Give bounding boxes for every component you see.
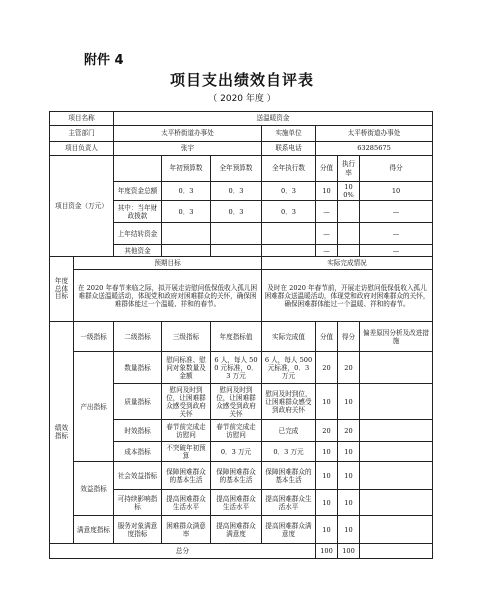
funds-initial: 0．3	[162, 182, 211, 201]
attachment-label: 附件 4	[84, 53, 124, 68]
indicator-actual: 保障困难群众的基本生活	[262, 462, 316, 490]
funds-full	[211, 245, 262, 257]
total-score: 100	[316, 544, 338, 559]
indicators-section-label: 绩效指标	[50, 322, 74, 544]
funds-rate	[338, 223, 360, 245]
funds-full	[211, 223, 262, 245]
indicator-l3: 慰问标准、慰问对象数量及金额	[162, 352, 211, 384]
indicator-l2: 社会效益指标	[114, 462, 162, 490]
funds-score: —	[316, 223, 338, 245]
goals-section-label: 年度总体目标	[50, 257, 74, 322]
col-full-exec: 全年执行数	[262, 156, 316, 182]
indicator-l2: 可持续影响指标	[114, 490, 162, 516]
funds-header-row	[50, 156, 433, 182]
indicator-actual: 已完成	[262, 420, 316, 442]
indicator-points: 10	[338, 442, 360, 462]
funds-points: —	[360, 223, 433, 245]
goals-content-row	[50, 270, 433, 322]
col-points: 得分	[360, 156, 433, 182]
funds-row-label: 年度资金总额	[114, 182, 162, 201]
funds-rate	[338, 201, 360, 223]
phone-label: 联系电话	[262, 142, 316, 156]
total-reason	[360, 544, 433, 559]
indicator-points: 10	[338, 490, 360, 516]
indicator-points: 20	[338, 352, 360, 384]
funds-points: —	[360, 201, 433, 223]
dept-row	[50, 126, 433, 142]
funds-points: 10	[360, 182, 433, 201]
indicator-actual: 0．3 万元	[262, 442, 316, 462]
col-exec-rate: 执行率	[338, 156, 360, 182]
indicator-l2: 数量指标	[114, 352, 162, 384]
funds-score: 10	[316, 182, 338, 201]
indicator-target: 春节前完成走访慰问	[211, 420, 262, 442]
indicator-l3: 提高困难群众生活水平	[162, 490, 211, 516]
group-satisfaction: 满意度指标	[74, 516, 114, 544]
col-score: 分值	[316, 156, 338, 182]
impl-label: 实施单位	[262, 126, 316, 142]
indicator-score: 10	[316, 442, 338, 462]
funds-full: 0．3	[211, 182, 262, 201]
indicator-l2: 质量指标	[114, 384, 162, 420]
funds-section-label: 项目资金（万元）	[50, 156, 114, 257]
col-level2: 二级指标	[114, 322, 162, 352]
indicator-l2: 时效指标	[114, 420, 162, 442]
indicator-target: 保障困难群众的基本生活	[211, 462, 262, 490]
indicator-reason	[360, 384, 433, 420]
funds-points: —	[360, 245, 433, 257]
indicator-target: 6 人，每人 500 元标准，0．3 万元	[211, 352, 262, 384]
leader-value: 张宇	[114, 142, 262, 156]
group-output: 产出指标	[74, 352, 114, 462]
funds-initial: 0．3	[162, 201, 211, 223]
col-full-budget: 全年预算数	[211, 156, 262, 182]
funds-row-label: 其他资金	[114, 245, 162, 257]
indicator-row	[50, 462, 433, 490]
col-reason: 偏差原因分析及改进措施	[360, 322, 433, 352]
indicator-score: 10	[316, 462, 338, 490]
funds-row-label: 上年结转资金	[114, 223, 162, 245]
indicator-row	[50, 352, 433, 384]
col-level3: 三级指标	[162, 322, 211, 352]
page-title: 项目支出绩效自评表	[169, 71, 314, 89]
indicator-l3: 困难群众满意率	[162, 516, 211, 544]
indicator-reason	[360, 442, 433, 462]
total-row	[50, 544, 433, 559]
phone-value: 63285675	[316, 142, 433, 156]
actual-result-text: 及时在 2020 年春节前，开展走访慰问低保低收入孤儿困难群众送温暖活动，体现党和政府对困难群众的关怀，确保困难群体能过一个温暖、祥和的春节。	[262, 270, 433, 322]
indicator-row	[50, 516, 433, 544]
indicator-reason	[360, 352, 433, 384]
indicator-target: 0．3 万元	[211, 442, 262, 462]
funds-exec	[262, 245, 316, 257]
indicator-points: 20	[338, 420, 360, 442]
funds-rate	[338, 245, 360, 257]
indicator-actual: 提高困难群众满意度	[262, 516, 316, 544]
indicator-l3: 春节前完成走访慰问	[162, 420, 211, 442]
funds-exec: 0．3	[262, 182, 316, 201]
leader-row	[50, 142, 433, 156]
funds-score: —	[316, 245, 338, 257]
total-points: 100	[338, 544, 360, 559]
evaluation-table	[49, 111, 433, 559]
funds-rate: 100%	[338, 182, 360, 201]
funds-blank-header	[114, 156, 162, 182]
col-ind-score: 分值	[316, 322, 338, 352]
indicator-l3: 慰问及时到位，让困难群众感受到政府关怀	[162, 384, 211, 420]
indicator-reason	[360, 490, 433, 516]
funds-exec: 0．3	[262, 201, 316, 223]
indicator-score: 10	[316, 384, 338, 420]
dept-value: 太平桥街道办事处	[114, 126, 262, 142]
funds-score: —	[316, 201, 338, 223]
indicator-l2: 服务对象满意度指标	[114, 516, 162, 544]
indicator-reason	[360, 462, 433, 490]
actual-result-label: 实际完成情况	[262, 257, 433, 270]
col-actual: 实际完成值	[262, 322, 316, 352]
indicator-actual: 慰问及时到位，让困难群众感受到政府关怀	[262, 384, 316, 420]
indicator-target: 提高困难群众生活水平	[211, 490, 262, 516]
indicator-target: 慰问及时到位，让困难群众感受到政府关怀	[211, 384, 262, 420]
impl-value: 太平桥街道办事处	[316, 126, 433, 142]
indicator-reason	[360, 420, 433, 442]
indicator-l3: 不突破年初预算	[162, 442, 211, 462]
indicator-score: 20	[316, 420, 338, 442]
expected-goal-text: 在 2020 年春节来临之际，拟开展走访慰问低保低收入孤儿困难群众送温暖活动，体现党和政府对困难群众的关怀，确保困难群体能过一个温暖、祥和的春节。	[74, 270, 262, 322]
indicator-points: 10	[338, 516, 360, 544]
goals-header-row	[50, 257, 433, 270]
indicator-points: 10	[338, 384, 360, 420]
indicators-header-row	[50, 322, 433, 352]
expected-goal-label: 预期目标	[74, 257, 262, 270]
group-benefit: 效益指标	[74, 462, 114, 516]
funds-initial	[162, 223, 211, 245]
indicator-l3: 保障困难群众的基本生活	[162, 462, 211, 490]
indicator-points: 10	[338, 462, 360, 490]
dept-label: 主管部门	[50, 126, 114, 142]
col-initial-budget: 年初预算数	[162, 156, 211, 182]
leader-label: 项目负责人	[50, 142, 114, 156]
indicator-target: 提高困难群众满意度	[211, 516, 262, 544]
project-name-row	[50, 112, 433, 126]
indicator-l2: 成本指标	[114, 442, 162, 462]
indicator-reason	[360, 516, 433, 544]
funds-initial	[162, 245, 211, 257]
indicator-score: 10	[316, 490, 338, 516]
funds-row-label: 其中：当年财政拨款	[114, 201, 162, 223]
project-name-value: 送温暖资金	[114, 112, 433, 126]
col-target: 年度指标值	[211, 322, 262, 352]
col-ind-points: 得分	[338, 322, 360, 352]
indicator-actual: 6 人，每人 500 元标准，0．3 万元	[262, 352, 316, 384]
col-level1: 一级指标	[74, 322, 114, 352]
indicator-score: 20	[316, 352, 338, 384]
indicator-score: 10	[316, 516, 338, 544]
funds-exec	[262, 223, 316, 245]
year-subtitle: （ 2020 年度 ）	[208, 94, 276, 104]
indicator-actual: 提高困难群众生活水平	[262, 490, 316, 516]
total-label: 总分	[50, 544, 316, 559]
funds-full: 0．3	[211, 201, 262, 223]
project-name-label: 项目名称	[50, 112, 114, 126]
